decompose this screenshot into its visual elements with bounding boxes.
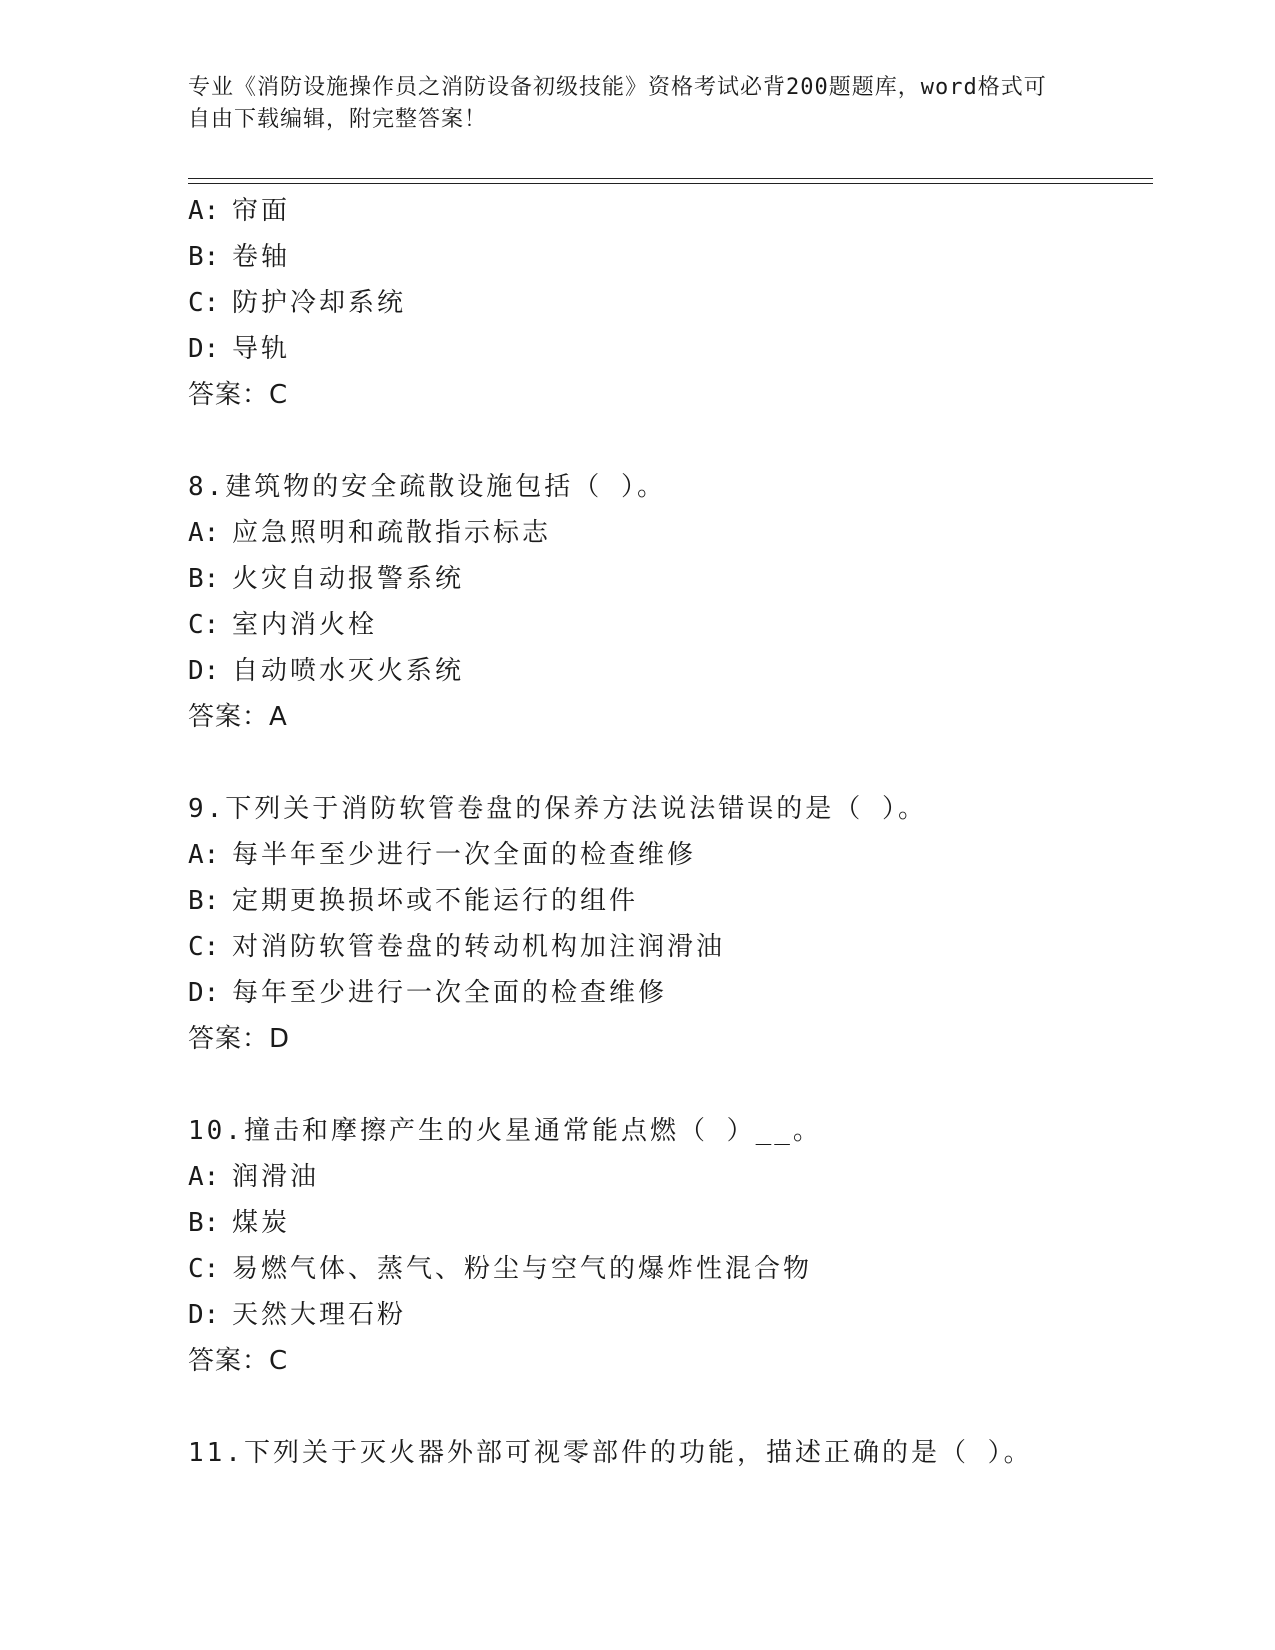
option-text: 自动喷水灭火系统 <box>232 656 465 686</box>
option-c <box>188 1246 1153 1292</box>
question-list <box>188 188 1153 1476</box>
option-label: C: <box>188 932 220 962</box>
question-text: 10.撞击和摩擦产生的火星通常能点燃（ ）__。 <box>188 1116 822 1146</box>
option-a <box>188 188 1153 234</box>
document-header: 专业《消防设施操作员之消防设备初级技能》资格考试必背200题题库，word格式可自由下载编辑，附完整答案！ <box>188 75 1047 132</box>
option-label: A: <box>188 518 220 548</box>
spacer <box>188 1384 1153 1430</box>
question-block-7 <box>188 188 1153 418</box>
spacer <box>188 1062 1153 1108</box>
header-divider-bottom <box>188 183 1153 184</box>
option-d <box>188 648 1153 694</box>
option-label: B: <box>188 1208 220 1238</box>
option-label: A: <box>188 196 220 226</box>
question-block-8 <box>188 464 1153 740</box>
option-d <box>188 970 1153 1016</box>
option-label: D: <box>188 1300 220 1330</box>
answer-line: 答案：D <box>188 1024 291 1054</box>
option-a <box>188 1154 1153 1200</box>
option-d <box>188 326 1153 372</box>
option-d <box>188 1292 1153 1338</box>
spacer <box>188 418 1153 464</box>
question-text: 8.建筑物的安全疏散设施包括（ ）。 <box>188 472 666 502</box>
option-c <box>188 280 1153 326</box>
question-block-10 <box>188 1108 1153 1384</box>
option-label: D: <box>188 978 220 1008</box>
option-label: C: <box>188 288 220 318</box>
option-label: A: <box>188 1162 220 1192</box>
answer-line: 答案：A <box>188 702 288 732</box>
option-text: 帘面 <box>232 196 291 226</box>
option-text: 室内消火栓 <box>232 610 378 640</box>
option-label: A: <box>188 840 220 870</box>
question-block-11 <box>188 1430 1153 1476</box>
option-text: 定期更换损坏或不能运行的组件 <box>232 886 639 916</box>
option-text: 对消防软管卷盘的转动机构加注润滑油 <box>232 932 726 962</box>
option-text: 卷轴 <box>232 242 291 272</box>
option-label: B: <box>188 564 220 594</box>
option-c <box>188 924 1153 970</box>
option-c <box>188 602 1153 648</box>
answer-line: 答案：C <box>188 380 289 410</box>
option-text: 应急照明和疏散指示标志 <box>232 518 552 548</box>
option-label: B: <box>188 242 220 272</box>
option-text: 天然大理石粉 <box>232 1300 407 1330</box>
question-text: 11.下列关于灭火器外部可视零部件的功能，描述正确的是（ ）。 <box>188 1438 1033 1468</box>
option-label: C: <box>188 610 220 640</box>
option-b <box>188 234 1153 280</box>
option-text: 每年至少进行一次全面的检查维修 <box>232 978 668 1008</box>
option-b <box>188 556 1153 602</box>
question-block-9 <box>188 786 1153 1062</box>
option-text: 火灾自动报警系统 <box>232 564 465 594</box>
option-b <box>188 1200 1153 1246</box>
question-text: 9.下列关于消防软管卷盘的保养方法说法错误的是（ ）。 <box>188 794 927 824</box>
option-text: 润滑油 <box>232 1162 320 1192</box>
option-a <box>188 832 1153 878</box>
option-label: C: <box>188 1254 220 1284</box>
option-label: D: <box>188 334 220 364</box>
option-text: 煤炭 <box>232 1208 291 1238</box>
answer-line: 答案：C <box>188 1346 289 1376</box>
header-divider-top <box>188 178 1153 179</box>
option-label: B: <box>188 886 220 916</box>
option-text: 每半年至少进行一次全面的检查维修 <box>232 840 697 870</box>
option-text: 易燃气体、蒸气、粉尘与空气的爆炸性混合物 <box>232 1254 813 1284</box>
option-a <box>188 510 1153 556</box>
option-b <box>188 878 1153 924</box>
option-text: 防护冷却系统 <box>232 288 407 318</box>
spacer <box>188 740 1153 786</box>
option-text: 导轨 <box>232 334 291 364</box>
option-label: D: <box>188 656 220 686</box>
